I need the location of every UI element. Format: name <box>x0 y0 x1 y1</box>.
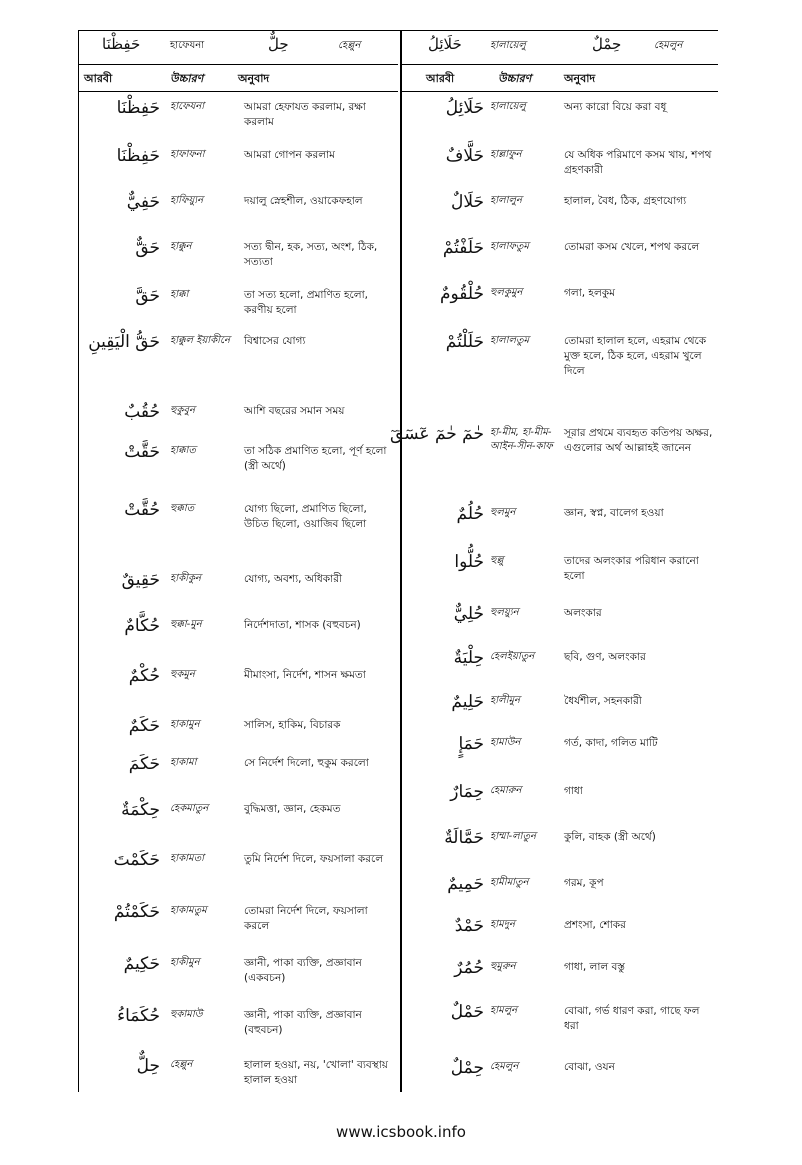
entry-pronunciation: হাকামতা <box>170 853 205 864</box>
entry-pronunciation: হুলমুন <box>490 507 516 518</box>
entry-arabic: حُلُمٌ <box>456 504 484 524</box>
dictionary-entry <box>402 498 718 546</box>
entry-arabic: حَكِيمٌ <box>123 954 160 974</box>
entry-pronunciation: হাকামুন <box>170 719 200 730</box>
right-column <box>390 30 718 1092</box>
entry-pronunciation: হাকীমুন <box>170 957 200 968</box>
entry-meaning: যোগ্য ছিলো, প্রমাণিত ছিলো, উচিত ছিলো, ওয়াজিব ছিলো <box>244 503 367 530</box>
dictionary-entry <box>78 326 398 396</box>
dictionary-page <box>78 30 718 1092</box>
entry-arabic: حِلٌّ <box>136 1056 160 1076</box>
entry-arabic: حُمُرٌ <box>454 958 484 978</box>
entry-pronunciation: হুল্লু <box>490 555 504 566</box>
dictionary-entry <box>78 186 398 232</box>
entry-arabic: حَلِيمٌ <box>451 692 484 712</box>
dictionary-entry <box>78 896 398 948</box>
dictionary-entry <box>78 396 398 436</box>
entry-arabic: حَفِظْنَا <box>116 146 160 166</box>
entry-arabic: حَمْلٌ <box>450 1002 484 1022</box>
entry-pronunciation: হুক্কা-মুন <box>170 619 202 630</box>
header-arabic: حَفِظْنَا <box>102 35 141 53</box>
entry-arabic: حِمَارٌ <box>450 782 484 802</box>
dictionary-entry <box>78 92 398 140</box>
entry-pronunciation: হুমুরুন <box>490 961 516 972</box>
dictionary-entry <box>402 728 718 776</box>
entry-meaning: প্রশংসা, শোকর <box>564 919 626 931</box>
dictionary-entry <box>78 232 398 280</box>
entry-meaning: গলা, হলকুম <box>564 287 615 299</box>
entry-arabic: حٰمٓ حٰمٓ عٓسٓقٓ <box>390 424 484 444</box>
column-header-left <box>78 65 398 92</box>
entries-left <box>78 92 398 1096</box>
entry-pronunciation: হেল্লুন <box>170 1059 193 1070</box>
dictionary-entry <box>78 1050 398 1096</box>
entry-arabic: حَفِيٌّ <box>126 192 160 212</box>
entry-pronunciation: হাফেযনা <box>170 101 205 112</box>
entry-pronunciation: হালীমুন <box>490 695 520 706</box>
entry-meaning: গাধা <box>564 785 583 797</box>
dictionary-entry <box>78 844 398 896</box>
entry-meaning: সালিস, হাকিম, বিচারক <box>244 719 341 731</box>
entry-arabic: حَفِظْنَا <box>116 98 160 118</box>
footer-url: www.icsbook.info <box>336 1123 466 1141</box>
entry-meaning: তোমরা হালাল হলে, এহরাম থেকে মুক্ত হলে, ঠিক হলে, এহরাম খুলে দিলে <box>564 335 707 377</box>
entry-arabic: حَمِيمٌ <box>447 874 484 894</box>
entry-arabic: حِلْيَةٌ <box>453 648 484 668</box>
dictionary-entry <box>402 996 718 1052</box>
entry-meaning: আমরা গোপন করলাম <box>244 149 335 161</box>
dictionary-entry <box>78 748 398 794</box>
entry-arabic: حَمْدٌ <box>454 916 484 936</box>
entry-pronunciation: হাফাফনা <box>170 149 205 160</box>
entry-arabic: حَكَمْتَ <box>113 850 160 870</box>
entry-meaning: মীমাংসা, নির্দেশ, শাসন ক্ষমতা <box>244 669 366 681</box>
entry-meaning: সে নির্দেশ দিলো, হুকুম করলো <box>244 757 369 769</box>
entry-arabic: حَكَمَ <box>128 754 160 774</box>
entry-arabic: حَقَّتْ <box>124 442 160 462</box>
entry-pronunciation: হুকুবুন <box>170 405 195 416</box>
entry-pronunciation: হুকামাউ <box>170 1009 203 1020</box>
col-head-pronunciation: উচ্চারণ <box>498 72 532 85</box>
dictionary-entry <box>78 280 398 326</box>
entry-arabic: حَلَفْتُمْ <box>442 238 484 258</box>
entry-arabic: حَلَائِلُ <box>445 98 484 118</box>
column-header-right <box>402 65 718 92</box>
dictionary-entry <box>402 1052 718 1092</box>
entry-pronunciation: হুক্কাত <box>170 503 195 514</box>
entry-pronunciation: হামাউন <box>490 737 521 748</box>
entry-pronunciation: হা-মীম, হা-মীম-আইন-সীন-কাফ <box>490 427 553 452</box>
entry-arabic: حُكْمٌ <box>128 666 160 686</box>
header-translit: হাফেযনা <box>170 40 205 51</box>
entry-pronunciation: হাফিয়্যুন <box>170 195 204 206</box>
entry-meaning: বোঝা, ওযন <box>564 1061 615 1073</box>
dictionary-entry <box>78 794 398 844</box>
dictionary-entry <box>402 232 718 278</box>
dictionary-entry <box>78 1000 398 1050</box>
entry-meaning: তাদের অলংকার পরিধান করানো হলো <box>564 555 699 582</box>
header-translit-2: হেল্লুন <box>338 40 361 51</box>
entry-meaning: গাধা, লাল বস্তু <box>564 961 625 973</box>
dictionary-entry <box>78 610 398 660</box>
entry-meaning: হালাল হওয়া, নয়, 'খোলা' ব্যবস্থায় হালাল হওয়া <box>244 1059 388 1086</box>
entry-arabic: حَلَالٌ <box>450 192 484 212</box>
entry-arabic: حَمَإٍ <box>458 734 484 754</box>
entry-arabic: حَكَمٌ <box>128 716 160 736</box>
dictionary-entry <box>78 140 398 186</box>
entry-pronunciation: হুকমুন <box>170 669 195 680</box>
dictionary-entry <box>78 564 398 610</box>
entry-arabic: حُلِيٌّ <box>453 604 484 624</box>
entry-arabic: حَكَمْتُمْ <box>113 902 160 922</box>
entry-meaning: যে অধিক পরিমাণে কসম খায়, শপথ গ্রহণকারী <box>564 149 712 176</box>
col-head-arabic: আরবী <box>84 72 113 85</box>
header-translit: হালায়েলু <box>490 40 526 51</box>
entry-pronunciation: হামীমাতুন <box>490 877 529 888</box>
entries-right <box>390 92 718 1092</box>
dictionary-entry <box>390 418 718 498</box>
dictionary-entry <box>78 494 398 564</box>
entry-meaning: সত্য দ্বীন, হক, সত্য, অংশ, ঠিক, সত্যতা <box>244 241 378 268</box>
running-header-left <box>78 30 398 65</box>
entry-arabic: حِمْلٌ <box>450 1058 484 1078</box>
col-head-meaning: অনুবাদ <box>564 72 596 85</box>
entry-pronunciation: হালালুন <box>490 195 522 206</box>
dictionary-entry <box>402 278 718 326</box>
entry-meaning: অলংকার <box>564 607 602 619</box>
entry-arabic: حَقَّ <box>135 286 160 306</box>
dictionary-entry <box>402 598 718 642</box>
dictionary-entry <box>402 546 718 598</box>
entry-pronunciation: হালাফতুম <box>490 241 529 252</box>
entry-pronunciation: হাক্কা <box>170 289 189 300</box>
entry-pronunciation: হেমলুন <box>490 1061 519 1072</box>
entry-pronunciation: হাক্কাত <box>170 445 196 456</box>
entry-pronunciation: হাক্কুন <box>170 241 192 252</box>
dictionary-entry <box>78 948 398 1000</box>
dictionary-entry <box>402 868 718 910</box>
col-head-pronunciation: উচ্চারণ <box>170 72 204 85</box>
entry-meaning: সূরার প্রথমে ব্যবহৃত কতিপয় অক্ষর, এগুলোর অর্থ আল্লাহই জানেন <box>564 427 713 454</box>
entry-meaning: বুদ্ধিমত্তা, জ্ঞান, হেকমত <box>244 803 341 815</box>
dictionary-entry <box>402 186 718 232</box>
entry-pronunciation: হুলয়্যুন <box>490 607 519 618</box>
dictionary-entry <box>78 436 398 494</box>
entry-pronunciation: হাক্কুল ইয়াকীনে <box>170 335 230 346</box>
entry-arabic: حَلَّافٌ <box>445 146 484 166</box>
col-head-arabic: আরবী <box>426 72 455 85</box>
entry-arabic: حُكَّامٌ <box>124 616 160 636</box>
entry-pronunciation: হাকীকুন <box>170 573 201 584</box>
entry-meaning: ছবি, গুণ, অলংকার <box>564 651 646 663</box>
entry-meaning: আশি বছরের সমান সময় <box>244 405 345 417</box>
entry-pronunciation: হাকামা <box>170 757 197 768</box>
entry-pronunciation: হাম্মা-লাতুন <box>490 831 536 842</box>
entry-arabic: حَلَلْتُمْ <box>445 332 484 352</box>
entry-meaning: আমরা হেফাযত করলাম, রক্ষা করলাম <box>244 101 366 128</box>
entry-pronunciation: হালালতুম <box>490 335 530 346</box>
entry-pronunciation: হাল্লাফুন <box>490 149 522 160</box>
entry-pronunciation: হেকমাতুন <box>170 803 209 814</box>
dictionary-entry <box>402 910 718 952</box>
entry-meaning: গরম, কূপ <box>564 877 604 889</box>
left-column <box>78 30 398 1096</box>
entry-pronunciation: হাকামতুম <box>170 905 207 916</box>
dictionary-entry <box>402 92 718 140</box>
entry-meaning: তুমি নির্দেশ দিলে, ফয়সালা করলে <box>244 853 384 865</box>
entry-meaning: বোঝা, গর্ভ ধারণ করা, গাছে ফল ধরা <box>564 1005 700 1032</box>
header-arabic-2: حِمْلٌ <box>592 35 622 53</box>
entry-pronunciation: হেলইয়াতুন <box>490 651 535 662</box>
entry-meaning: কুলি, বাহক (স্ত্রী অর্থে) <box>564 831 656 843</box>
entry-pronunciation: হামদুন <box>490 919 515 930</box>
entry-pronunciation: হুলকুমুন <box>490 287 523 298</box>
entry-arabic: حِكْمَةٌ <box>121 800 160 820</box>
entry-meaning: অন্য কারো বিয়ে করা বধূ <box>564 101 667 113</box>
dictionary-entry <box>402 140 718 186</box>
entry-pronunciation: হামলুন <box>490 1005 518 1016</box>
entry-meaning: নির্দেশদাতা, শাসক (বহুবচন) <box>244 619 361 631</box>
entry-meaning: দয়ালু স্নেহশীল, ওয়াকেফহাল <box>244 195 363 207</box>
header-arabic-2: حِلٌّ <box>268 35 289 53</box>
dictionary-entry <box>402 776 718 822</box>
entry-meaning: হালাল, বৈধ, ঠিক, গ্রহণযোগ্য <box>564 195 687 207</box>
entry-meaning: বিশ্বাসের যোগ্য <box>244 335 306 347</box>
dictionary-entry <box>402 822 718 868</box>
entry-meaning: তোমরা নির্দেশ দিলে, ফয়সালা করলে <box>244 905 368 932</box>
entry-meaning: তা সঠিক প্রমাণিত হলো, পূর্ণ হলো (স্ত্রী অর্থে) <box>244 445 387 472</box>
dictionary-entry <box>402 326 718 418</box>
entry-meaning: যোগ্য, অবশ্য, অধিকারী <box>244 573 342 585</box>
entry-meaning: গর্ত, কাদা, গলিত মাটি <box>564 737 658 749</box>
dictionary-entry <box>78 660 398 710</box>
col-head-meaning: অনুবাদ <box>238 72 270 85</box>
entry-meaning: তা সত্য হলো, প্রমাণিত হলো, করণীয় হলো <box>244 289 368 316</box>
entry-meaning: জ্ঞান, স্বপ্ন, বালেগ হওয়া <box>564 507 664 519</box>
header-arabic: حَلَائِلُ <box>428 35 462 53</box>
entry-arabic: حُقُبٌ <box>124 402 160 422</box>
dictionary-entry <box>402 686 718 728</box>
header-translit-2: হেমলুন <box>654 40 683 51</box>
dictionary-entry <box>78 710 398 748</box>
dictionary-entry <box>402 642 718 686</box>
entry-arabic: حُلُّوا <box>454 552 484 572</box>
entry-arabic: حُكَمَاءُ <box>117 1006 160 1026</box>
entry-meaning: ধৈর্যশীল, সহনকারী <box>564 695 642 707</box>
entry-meaning: তোমরা কসম খেলে, শপথ করলে <box>564 241 700 253</box>
entry-arabic: حَقِيقٌ <box>121 570 160 590</box>
running-header-right <box>402 30 718 65</box>
entry-arabic: حَقُّ الْيَقِينِ <box>88 332 160 352</box>
entry-arabic: حَقٌّ <box>135 238 160 258</box>
entry-arabic: حَمَّالَةٌ <box>444 828 484 848</box>
entry-arabic: حُقَّتْ <box>124 500 160 520</box>
dictionary-entry <box>402 952 718 996</box>
entry-meaning: জ্ঞানী, পাকা ব্যক্তি, প্রজ্ঞাবান (বহুবচন) <box>244 1009 362 1036</box>
entry-pronunciation: হেমারুন <box>490 785 522 796</box>
entry-pronunciation: হালায়েলু <box>490 101 526 112</box>
entry-meaning: জ্ঞানী, পাকা ব্যক্তি, প্রজ্ঞাবান (একবচন) <box>244 957 362 984</box>
entry-arabic: حُلْقُومٌ <box>439 284 484 304</box>
